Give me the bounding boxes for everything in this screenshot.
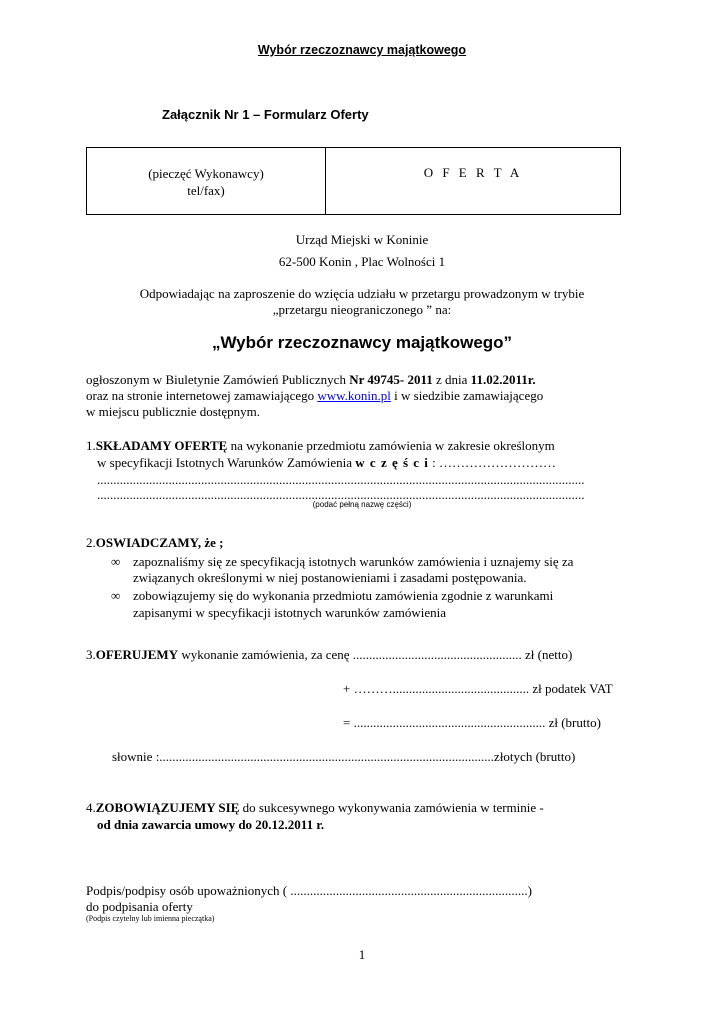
section-1-note: (podać pełną nazwę części) (312, 500, 412, 509)
addressee-name: Urząd Miejski w Koninie (295, 232, 429, 247)
main-title: „Wybór rzeczoznawcy majątkowego” (211, 333, 513, 352)
page-number: 1 (358, 947, 366, 962)
contractor-telfax-label: tel/fax) (187, 183, 225, 198)
annex-title: Załącznik Nr 1 – Formularz Oferty (162, 107, 369, 122)
signature-note: (Podpis czytelny lub imienna pieczątka) (86, 914, 215, 923)
section-1-text: na wykonanie przedmiotu zamówienia w zakresie określonym (227, 438, 555, 453)
contractor-stamp-label: (pieczęć Wykonawcy) (148, 166, 264, 181)
infinity-bullet-icon: ∞ (111, 588, 121, 603)
signature-line-2: do podpisania oferty (86, 899, 193, 914)
section-1-dotted-line-2: ...................................................................................................................................................... (97, 487, 585, 502)
section-2-bullet-2-cont: zapisanymi w specyfikacji istotnych warunków zamówienia (133, 605, 446, 620)
section-4-text: do sukcesywnego wykonywania zamówienia w terminie - (239, 800, 544, 815)
section-1-spec-text: w specyfikacji Istotnych Warunków Zamówienia (97, 455, 356, 470)
announcement-date: 11.02.2011r. (470, 372, 536, 387)
section-2-heading-line (86, 535, 223, 551)
contractor-stamp-cell (87, 165, 325, 199)
announcement-date-label: z dnia (432, 372, 471, 387)
section-2-bullet-1-text: zapoznaliśmy się ze specyfikacją istotnych warunków zamówienia i uznajemy się za (133, 554, 574, 569)
announcement-text: ogłoszonym w Biuletynie Zamówień Publicznych (86, 372, 350, 387)
section-2-bullet-1-cont: związanych określonymi w niej postanowieniami i zasadami postępowania. (133, 570, 527, 585)
document-header-title: Wybór rzeczoznawcy majątkowego (257, 43, 467, 57)
section-2-bullet-1 (111, 554, 573, 570)
section-3-net-price: wykonanie zamówienia, za cenę .................................................... zł (netto) (178, 647, 573, 662)
section-3-vat: + ……….......................................... zł podatek VAT (343, 681, 613, 696)
section-1-heading: SKŁADAMY OFERTĘ (95, 438, 228, 453)
section-2-bullet-2-text: zobowiązujemy się do wykonania przedmiotu zamówienia zgodnie z warunkami (133, 588, 554, 603)
section-1-part-field: : ……………………… (428, 455, 557, 470)
section-4-heading: ZOBOWIĄZUJEMY SIĘ (95, 800, 240, 815)
section-3-number: 3. (86, 647, 96, 662)
addressee-address: 62-500 Konin , Plac Wolności 1 (278, 254, 446, 269)
section-3-heading: OFERUJEMY (95, 647, 179, 662)
section-3-line-1 (86, 647, 572, 663)
announcement-line-3: w miejscu publicznie dostępnym. (86, 404, 261, 419)
table-divider (325, 148, 326, 214)
section-4-deadline: od dnia zawarcia umowy do 20.12.2011 r. (97, 817, 325, 832)
section-1-part-label: w c z ę ś c i (355, 455, 429, 470)
announcement-number: Nr 49745- 2011 (349, 372, 433, 387)
section-1-line-1 (86, 438, 555, 454)
section-2-heading: OSWIADCZAMY, że ; (95, 535, 224, 550)
infinity-bullet-icon: ∞ (111, 554, 121, 569)
signature-line: Podpis/podpisy osób upoważnionych ( .........................................................................) (86, 883, 532, 898)
section-1-dotted-line-1: ...................................................................................................................................................... (97, 472, 585, 487)
offer-header-table (86, 147, 621, 215)
section-1-line-2 (97, 455, 556, 471)
section-2-number: 2. (86, 535, 96, 550)
section-3-in-words: słownie :.......................................................................................................złotych (brutto) (112, 749, 576, 764)
intro-line-2: „przetargu nieograniczonego ” na: (272, 302, 452, 317)
section-3-gross: = ........................................................... zł (brutto) (343, 715, 601, 730)
website-text: oraz na stronie internetowej zamawiającego (86, 388, 318, 403)
intro-line-1: Odpowiadając na zaproszenie do wzięcia udziału w przetargu prowadzonym w trybie (139, 286, 585, 301)
section-1-number: 1. (86, 438, 96, 453)
website-text-after: i w siedzibie zamawiającego (390, 388, 544, 403)
section-4-line-1 (86, 800, 544, 816)
announcement-line-1 (86, 372, 536, 388)
section-4-number: 4. (86, 800, 96, 815)
announcement-line-2 (86, 388, 543, 404)
offer-label: O F E R T A (423, 165, 523, 180)
section-2-bullet-2 (111, 588, 553, 604)
website-link[interactable]: www.konin.pl (317, 388, 391, 403)
